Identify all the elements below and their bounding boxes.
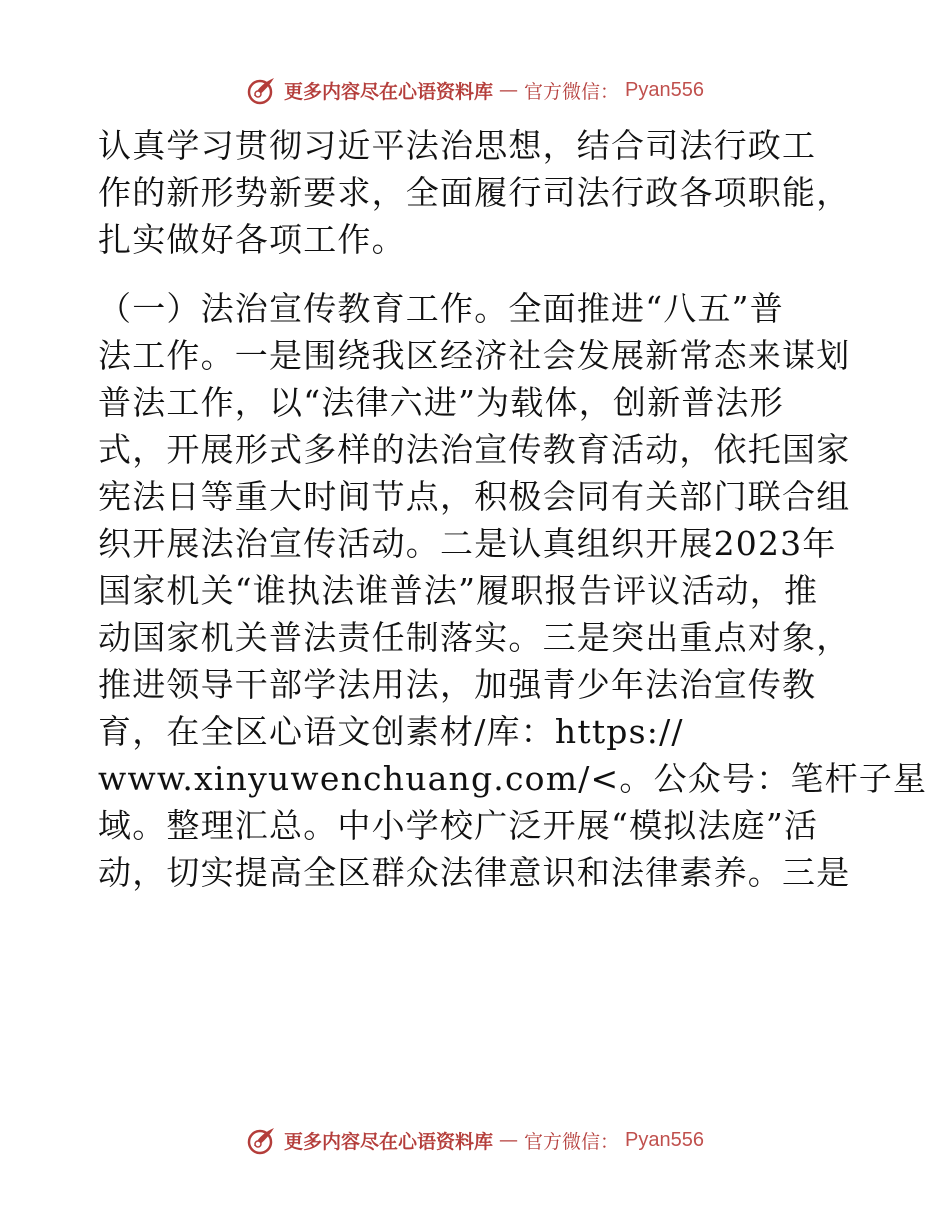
text-line: 认真学习贯彻习近平法治思想，结合司法行政工 [98, 126, 817, 165]
watermark-wechat-id: Pyan556 [625, 78, 704, 101]
text-line: 动国家机关普法责任制落实。三是突出重点对象， [98, 618, 851, 657]
header-watermark [0, 70, 950, 110]
text-line: 推进领导干部学法用法，加强青少年法治宣传教 [98, 665, 817, 704]
document-body [98, 122, 928, 896]
text-line: 扎实做好各项工作。 [98, 220, 406, 259]
text-line: 育，在全区心语文创素材/库：https:// [98, 712, 684, 751]
quill-logo-icon [246, 1124, 278, 1156]
watermark-separator: — [499, 1129, 519, 1151]
paragraph-legal-education [98, 285, 928, 896]
watermark-separator: — [499, 79, 519, 101]
text-line: 式，开展形式多样的法治宣传教育活动，依托国家 [98, 430, 851, 469]
watermark-wechat-label: 官方微信： [524, 80, 620, 103]
watermark-brand-text: 更多内容尽在心语资料库 [284, 80, 494, 103]
paragraph-gap [98, 263, 858, 285]
text-line: 法工作。一是围绕我区经济社会发展新常态来谋划 [98, 336, 851, 375]
text-line: www.xinyuwenchuang.com/<。公众号：笔杆子星 [98, 759, 928, 798]
text-line: 国家机关“谁执法谁普法”履职报告评议活动，推 [98, 571, 819, 610]
text-line: 域。整理汇总。中小学校广泛开展“模拟法庭”活 [98, 806, 819, 845]
footer-watermark [0, 1120, 950, 1160]
text-line: 宪法日等重大时间节点，积极会同有关部门联合组 [98, 477, 851, 516]
quill-logo-icon [246, 74, 278, 106]
watermark-wechat-label: 官方微信： [524, 1130, 620, 1153]
text-line: 织开展法治宣传活动。二是认真组织开展2023年 [98, 524, 837, 563]
paragraph-intro [98, 122, 858, 263]
watermark-brand-text: 更多内容尽在心语资料库 [284, 1130, 494, 1153]
text-line: 动，切实提高全区群众法律意识和法律素养。三是 [98, 853, 851, 892]
text-line: （一）法治宣传教育工作。全面推进“八五”普 [98, 289, 784, 328]
watermark-wechat-id: Pyan556 [625, 1128, 704, 1151]
text-line: 作的新形势新要求，全面履行司法行政各项职能， [98, 173, 851, 212]
text-line: 普法工作，以“法律六进”为载体，创新普法形 [98, 383, 784, 422]
